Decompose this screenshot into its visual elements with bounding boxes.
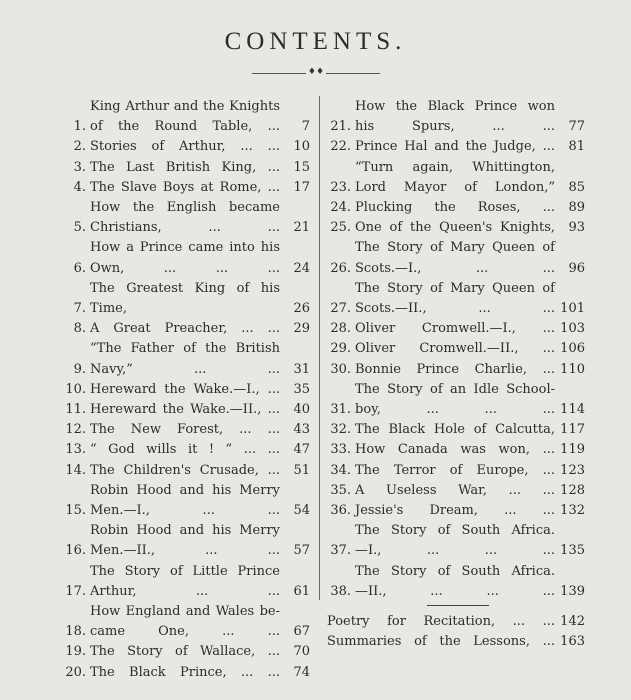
entry-title: How a Prince came into his Own, ... ... ...: [90, 240, 280, 276]
entry-title: Hereward the Wake.—II., ...: [90, 402, 280, 418]
entry-title: The Terror of Europe, ...: [355, 462, 555, 478]
entry-page-number: 47: [293, 442, 310, 458]
entry-number: 24.: [330, 200, 351, 216]
contents-entry: [327, 632, 585, 652]
contents-entry: [62, 137, 310, 157]
entry-title: Robin Hood and his Merry Men.—II., ... ...: [90, 523, 280, 559]
contents-entry: [327, 440, 585, 460]
entry-page-number: 21: [293, 220, 310, 236]
entry-number: 7.: [73, 301, 86, 317]
entry-title: A Useless War, ... ...: [355, 482, 555, 498]
entry-number: 37.: [330, 543, 351, 559]
entry-number: 5.: [73, 220, 86, 236]
entry-page-number: 54: [293, 503, 310, 519]
entry-page-number: 31: [293, 361, 310, 377]
contents-entry: [327, 158, 585, 198]
contents-entry: [62, 521, 310, 561]
entry-title: King Arthur and the Knights of the Round Table, ...: [90, 99, 280, 135]
contents-entry: [62, 440, 310, 460]
entry-title: The Story of South Africa. —I., ... ... ...: [355, 523, 555, 559]
entry-title: How England and Wales be- came One, ... ...: [90, 604, 280, 640]
entry-title: The Children's Crusade, ...: [90, 462, 280, 478]
entry-title: Bonnie Prince Charlie, ...: [355, 361, 555, 377]
entry-number: 15.: [65, 503, 86, 519]
entry-number: 8.: [73, 321, 86, 337]
contents-entry: [327, 279, 585, 319]
entry-number: 2.: [73, 139, 86, 155]
entry-page-number: 85: [568, 179, 585, 195]
entry-page-number: 51: [293, 462, 310, 478]
entry-title: Plucking the Roses, ...: [355, 200, 555, 216]
entry-number: 1.: [73, 119, 86, 135]
entry-number: 30.: [330, 361, 351, 377]
entry-title: The Greatest King of his Time,: [90, 280, 280, 317]
entry-page-number: 29: [293, 321, 310, 337]
entry-page-number: 67: [293, 624, 310, 640]
contents-entry: [62, 602, 310, 642]
entry-number: 29.: [330, 341, 351, 357]
entry-page-number: 101: [560, 301, 585, 317]
contents-entry: [62, 238, 310, 278]
entry-page-number: 10: [293, 139, 310, 155]
entry-page-number: 61: [293, 583, 310, 599]
entry-page-number: 89: [568, 200, 585, 216]
entry-number: 16.: [65, 543, 86, 559]
contents-entry: [327, 501, 585, 521]
entry-title: “Turn again, Whittington, Lord Mayor of London,”: [355, 159, 555, 195]
contents-entry: [327, 612, 585, 632]
entry-page-number: 132: [560, 503, 585, 519]
entry-number: 35.: [330, 482, 351, 498]
contents-entry: [62, 178, 310, 198]
entry-title: The Story of South Africa. —II., ... ... ...: [355, 563, 555, 599]
entry-page-number: 110: [560, 361, 585, 377]
entry-number: 23.: [330, 179, 351, 195]
entry-page-number: 15: [293, 159, 310, 175]
entry-number: 6.: [73, 260, 86, 276]
contents-entry: [327, 420, 585, 440]
entry-title: Prince Hal and the Judge, ...: [355, 139, 555, 155]
entry-title: One of the Queen's Knights,: [355, 220, 555, 236]
entry-page-number: 139: [560, 583, 585, 599]
contents-entry: [62, 663, 310, 683]
entry-page-number: 35: [293, 381, 310, 397]
contents-entry: [327, 360, 585, 380]
contents-entry: [62, 198, 310, 238]
entry-number: 3.: [73, 159, 86, 175]
entry-title: “The Father of the British Navy,” ... ...: [90, 341, 280, 377]
contents-entry: [327, 562, 585, 602]
entry-number: 33.: [330, 442, 351, 458]
column-divider: [319, 96, 320, 600]
contents-right-column: [327, 97, 585, 652]
entry-page-number: 117: [560, 422, 585, 438]
entry-page-number: 57: [293, 543, 310, 559]
contents-entry: [62, 461, 310, 481]
entry-title: Hereward the Wake.—I., ...: [90, 381, 280, 397]
ornament-icon: ♦♦: [307, 67, 325, 77]
entry-page-number: 81: [568, 139, 585, 155]
contents-entry: [327, 198, 585, 218]
contents-entry: [62, 562, 310, 602]
contents-entry: [62, 400, 310, 420]
entry-title: How Canada was won, ...: [355, 442, 555, 458]
page-title: CONTENTS.: [224, 28, 407, 55]
contents-entry: [62, 642, 310, 662]
entry-number: 27.: [330, 301, 351, 317]
entry-number: 28.: [330, 321, 351, 337]
entry-number: 21.: [330, 119, 351, 135]
entry-page-number: 77: [568, 119, 585, 135]
entry-number: 18.: [65, 624, 86, 640]
entry-number: 19.: [65, 644, 86, 660]
entry-number: 13.: [65, 442, 86, 458]
entry-page-number: 96: [568, 260, 585, 276]
entry-page-number: 106: [560, 341, 585, 357]
entry-page-number: 17: [293, 179, 310, 195]
contents-entry: [327, 137, 585, 157]
contents-entry: [327, 481, 585, 501]
contents-entry: [327, 380, 585, 420]
entry-title: Oliver Cromwell.—I., ...: [355, 321, 555, 337]
contents-entry: [327, 461, 585, 481]
entry-title: The Black Prince, ... ...: [90, 664, 280, 680]
entry-title: A Great Preacher, ... ...: [90, 321, 280, 337]
contents-entry: [62, 97, 310, 137]
entry-title: How the English became Christians, ... ...: [90, 200, 280, 236]
contents-entry: [327, 339, 585, 359]
entry-page-number: 103: [560, 321, 585, 337]
entry-number: 17.: [65, 583, 86, 599]
entry-title: The Black Hole of Calcutta,: [355, 422, 555, 438]
contents-entry: [62, 319, 310, 339]
entry-page-number: 163: [560, 634, 585, 650]
contents-entry: [62, 481, 310, 521]
entry-title: The Story of an Idle School- boy, ... ... ...: [355, 381, 555, 418]
entry-page-number: 119: [560, 442, 585, 458]
entry-number: 38.: [330, 583, 351, 599]
entry-title: Jessie's Dream, ... ...: [355, 503, 555, 519]
entry-page-number: 7: [301, 119, 310, 135]
contents-entry: [327, 97, 585, 137]
entry-number: 9.: [73, 361, 86, 377]
entry-title: The Story of Wallace, ...: [90, 644, 280, 660]
entry-title: Summaries of the Lessons, ...: [327, 634, 555, 650]
entry-number: 22.: [330, 139, 351, 155]
entry-page-number: 40: [293, 402, 310, 418]
contents-entry: [327, 521, 585, 561]
entry-page-number: 123: [560, 462, 585, 478]
entry-title: The Story of Little Prince Arthur, ... ...: [90, 563, 280, 599]
entry-title: Robin Hood and his Merry Men.—I., ... ...: [90, 482, 280, 519]
entry-number: 14.: [65, 462, 86, 478]
entry-title: The Slave Boys at Rome, ...: [90, 179, 280, 195]
entry-page-number: 128: [560, 482, 585, 498]
entry-title: Oliver Cromwell.—II., ...: [355, 341, 555, 357]
contents-entry: [327, 238, 585, 278]
contents-entry: [327, 319, 585, 339]
entry-page-number: 26: [293, 301, 310, 317]
contents-entry: [327, 218, 585, 238]
entry-number: 26.: [330, 260, 351, 276]
entry-number: 31.: [330, 402, 351, 418]
contents-entry: [62, 158, 310, 178]
entry-title: Stories of Arthur, ... ...: [90, 139, 280, 155]
entry-page-number: 114: [560, 402, 585, 418]
entry-page-number: 43: [293, 422, 310, 438]
entry-page-number: 74: [293, 664, 310, 680]
section-separator: [427, 605, 489, 606]
entry-title: The Story of Mary Queen of Scots.—II., ... ...: [355, 280, 555, 317]
entry-title: How the Black Prince won his Spurs, ... ...: [355, 99, 555, 135]
entry-number: 36.: [330, 503, 351, 519]
entry-title: Poetry for Recitation, ... ...: [327, 614, 555, 630]
contents-entry: [62, 339, 310, 379]
contents-left-column: [62, 97, 310, 683]
entry-number: 25.: [330, 220, 351, 236]
entry-number: 4.: [73, 179, 86, 195]
entry-page-number: 70: [293, 644, 310, 660]
contents-entry: [62, 420, 310, 440]
entry-title: The New Forest, ... ...: [90, 422, 280, 438]
entry-title: The Last British King, ...: [90, 159, 280, 175]
entry-title: “ God wills it ! ” ... ...: [90, 442, 280, 458]
entry-number: 20.: [65, 664, 86, 680]
entry-number: 11.: [65, 402, 86, 418]
entry-page-number: 93: [568, 220, 585, 236]
contents-entry: [62, 279, 310, 319]
entry-title: The Story of Mary Queen of Scots.—I., ... ...: [355, 240, 555, 276]
entry-number: 32.: [330, 422, 351, 438]
entry-number: 12.: [65, 422, 86, 438]
entry-number: 10.: [65, 381, 86, 397]
entry-page-number: 135: [560, 543, 585, 559]
entry-number: 34.: [330, 462, 351, 478]
entry-page-number: 24: [293, 260, 310, 276]
entry-page-number: 142: [560, 614, 585, 630]
contents-entry: [62, 380, 310, 400]
